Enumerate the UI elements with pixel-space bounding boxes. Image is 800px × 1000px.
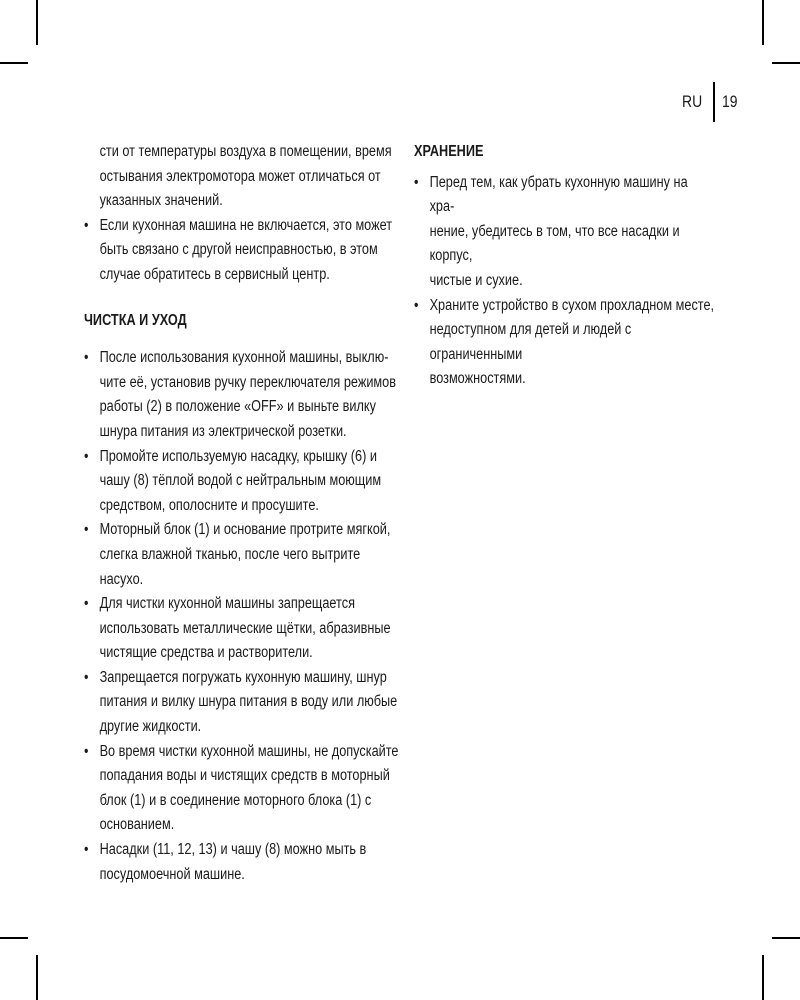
list-item: • Во время чистки кухонной машины, не допускайте попадания воды и чистящих средств в моторный блок (1) и в соединение моторного блока (1) с основанием. (84, 740, 399, 838)
continuation-paragraph: сти от температуры воздуха в помещении, время остывания электромотора может отличаться от указанных значений. (99, 143, 392, 210)
section-title-storage: ХРАНЕНИЕ (414, 143, 484, 160)
list-item: • После использования кухонной машины, выклю- чите её, установив ручку переключателя режимов работы (2) в положение «OFF» и выньте вилку шнура питания из электрической розетки. (84, 346, 399, 444)
list-item: • Храните устройство в сухом прохладном месте, недоступном для детей и людей с ограниченными возможностями. (414, 294, 714, 392)
section-title-cleaning: ЧИСТКА И УХОД (84, 311, 187, 329)
bullet-icon: • (84, 841, 89, 859)
crop-mark-top-left-h (0, 62, 28, 64)
bullet-icon: • (84, 595, 89, 613)
crop-mark-top-right-v (762, 0, 764, 45)
page-header (640, 82, 760, 122)
list-item: • Запрещается погружать кухонную машину, шнур питания и вилку шнура питания в воду или любые другие жидкости. (84, 666, 399, 740)
storage-list (414, 171, 714, 392)
troubleshooting-list (84, 214, 399, 288)
crop-mark-top-left-v (36, 0, 38, 45)
list-item: • Моторный блок (1) и основание протрите мягкой, слегка влажной тканью, после чего вытрите насухо. (84, 518, 399, 592)
list-item: • Для чистки кухонной машины запрещается использовать металлические щётки, абразивные чистящие средства и растворители. (84, 592, 399, 666)
list-item: • Если кухонная машина не включается, это может быть связано с другой неисправностью, в этом случае обратитесь в сервисный центр. (84, 214, 399, 288)
page-number: 19 (722, 92, 738, 111)
list-item: • Промойте используемую насадку, крышку (6) и чашу (8) тёплой водой с нейтральным моющим средством, ополосните и просушите. (84, 445, 399, 519)
list-item: • Перед тем, как убрать кухонную машину на хра- нение, убедитесь в том, что все насадки и корпус, чистые и сухие. (414, 171, 714, 294)
crop-mark-bottom-right-v (762, 955, 764, 1000)
right-column (414, 140, 754, 392)
bullet-icon: • (414, 173, 419, 191)
bullet-icon: • (84, 447, 89, 465)
language-label: RU (682, 92, 703, 111)
cleaning-list (84, 346, 399, 887)
crop-mark-bottom-right-h (772, 937, 800, 939)
bullet-icon: • (84, 742, 89, 760)
bullet-icon: • (84, 349, 89, 367)
header-divider (713, 82, 715, 122)
crop-mark-bottom-left-v (36, 955, 38, 1000)
bullet-icon: • (84, 216, 89, 234)
crop-mark-bottom-left-h (0, 937, 28, 939)
right-text-block (414, 140, 714, 392)
bullet-icon: • (414, 296, 419, 314)
bullet-icon: • (84, 521, 89, 539)
left-text-block (84, 140, 399, 887)
bullet-icon: • (84, 668, 89, 686)
list-item: • Насадки (11, 12, 13) и чашу (8) можно мыть в посудомоечной машине. (84, 838, 399, 887)
crop-mark-top-right-h (772, 62, 800, 64)
